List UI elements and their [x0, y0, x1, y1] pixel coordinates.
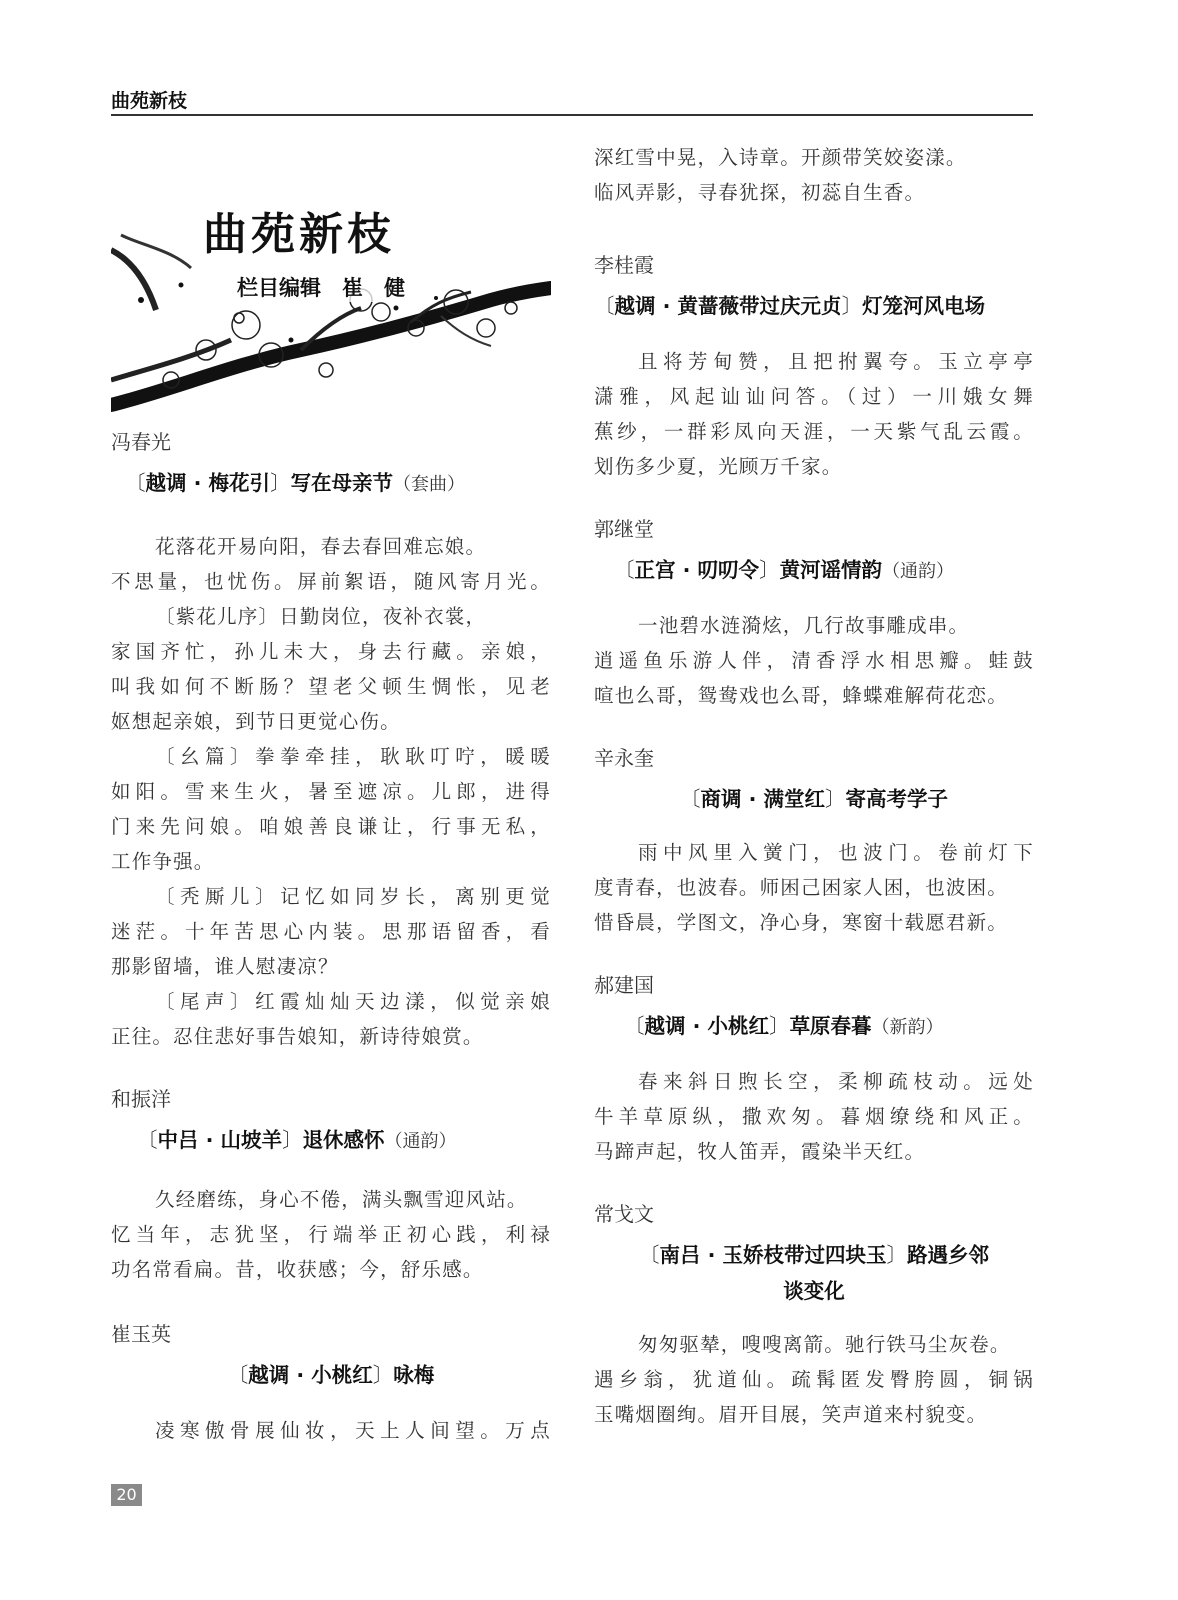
- poem-line: 蕉纱，一群彩凤向天涯，一天紫气乱云霞。: [594, 420, 1034, 443]
- poem-line: 〔尾声〕红霞灿灿天边漾，似觉亲娘: [155, 990, 551, 1013]
- poem-line: 〔幺篇〕拳拳牵挂，耿耿叮咛，暖暖: [155, 745, 551, 768]
- poem-line: 一池碧水涟漪炫，几行故事雕成串。: [638, 614, 970, 637]
- poem-line: 度青春，也波春。师困己困家人困，也波困。: [594, 876, 1009, 899]
- poem-line: 春来斜日煦长空，柔柳疏枝动。远处: [638, 1070, 1034, 1093]
- poem-title: 〔商调 · 满堂红〕寄高考学子: [679, 787, 949, 811]
- poem-section: [594, 248, 1034, 484]
- poem-author: 崔玉英: [111, 1322, 171, 1346]
- poem-author: 冯春光: [111, 430, 171, 454]
- poem-line: 花落花开易向阳，春去春回难忘娘。: [155, 535, 487, 558]
- poem-section: [111, 1082, 551, 1287]
- banner-editor: 栏目编辑 崔 健: [233, 272, 409, 302]
- running-header-title: 曲苑新枝: [111, 90, 188, 112]
- poem-line: 凌寒傲骨展仙妆，天上人间望。万点: [155, 1419, 551, 1442]
- poem-line: 惜昏晨，学图文，净心身，寒窗十载愿君新。: [594, 911, 1009, 934]
- poem-line: 家国齐忙，孙儿未大，身去行藏。亲娘，: [111, 640, 551, 663]
- poem-line: 且将芳甸赞，且把拊翼夸。玉立亭亭: [638, 350, 1034, 373]
- poem-title: 〔正宫 · 叨叨令〕黄河谣情韵（通韵）: [614, 558, 955, 582]
- poem-line: 深红雪中晃，入诗章。开颜带笑姣姿漾。: [594, 146, 967, 169]
- poem-line: 临风弄影，寻春犹探，初蕊自生香。: [594, 181, 926, 204]
- poem-line: 喧也么哥，鸳鸯戏也么哥，蜂蝶难解荷花恋。: [594, 684, 1009, 707]
- poem-section: [111, 425, 551, 1054]
- continued-poem-body: [594, 140, 1034, 210]
- poem-section: [111, 1317, 551, 1448]
- poem-body: [594, 1327, 1034, 1432]
- poem-line: 工作争强。: [111, 850, 215, 873]
- poem-title: 〔越调 · 梅花引〕写在母亲节（套曲）: [125, 471, 466, 495]
- poem-line: 门来先问娘。咱娘善良谦让，行事无私，: [111, 815, 551, 838]
- poem-line: 〔秃厮儿〕记忆如同岁长，离别更觉: [155, 885, 551, 908]
- column-banner: [111, 190, 551, 415]
- running-header: [111, 84, 1033, 116]
- poem-line: 潇雅，风起讪讪问答。（过）一川娥女舞: [594, 385, 1034, 408]
- poem-body: [594, 835, 1034, 940]
- poem-author: 辛永奎: [594, 746, 654, 770]
- poem-line: 叫我如何不断肠？望老父顿生惆怅，见老: [111, 675, 551, 698]
- poem-line: 遇乡翁，犹道仙。疏髯匿发臀胯圆，铜锅: [594, 1368, 1034, 1391]
- poem-line: 〔紫花儿序〕日勤岗位，夜补衣裳，: [155, 605, 487, 628]
- poem-line: 不思量，也忧伤。屏前絮语，随风寄月光。: [111, 570, 551, 593]
- poem-author: 李桂霞: [594, 253, 654, 277]
- poem-author: 郝建国: [594, 973, 654, 997]
- poem-line: 正往。忍住悲好事告娘知，新诗待娘赏。: [111, 1025, 484, 1048]
- poem-title: 〔越调 · 黄蔷薇带过庆元贞〕灯笼河风电场: [594, 294, 986, 318]
- poem-line: 逍遥鱼乐游人伴，清香浮水相思瓣。蛙鼓: [594, 649, 1034, 672]
- poem-body: [111, 1413, 551, 1448]
- poem-author: 郭继堂: [594, 517, 654, 541]
- poem-line: 玉嘴烟圈绚。眉开目展，笑声道来村貌变。: [594, 1403, 988, 1426]
- poem-line: 划伤多少夏，光顾万千家。: [594, 455, 843, 478]
- left-column: [111, 425, 551, 1448]
- poem-line: 牛羊草原纵，撒欢匆。暮烟缭绕和风正。: [594, 1105, 1034, 1128]
- poem-section: [594, 741, 1034, 940]
- page-number: 20: [111, 1484, 142, 1506]
- poem-title: 〔越调 · 小桃红〕草原春暮（新韵）: [624, 1014, 944, 1038]
- right-column: [594, 140, 1034, 1432]
- poem-line: 久经磨练，身心不倦，满头飘雪迎风站。: [155, 1188, 528, 1211]
- banner-title: 曲苑新枝: [203, 209, 395, 260]
- poem-line: 匆匆驱辇，嗖嗖离箭。驰行铁马尘灰卷。: [638, 1333, 1011, 1356]
- poem-line: 忆当年，志犹坚，行端举正初心践，利禄: [111, 1223, 551, 1246]
- poem-body: [594, 1064, 1034, 1169]
- poem-section: [594, 968, 1034, 1169]
- poem-section: [594, 512, 1034, 713]
- poem-author: 和振洋: [111, 1087, 171, 1111]
- poem-body: [111, 1182, 551, 1287]
- poem-body: [594, 344, 1034, 484]
- poem-body: [594, 608, 1034, 713]
- poem-title: 〔南吕 · 玉娇枝带过四块玉〕路遇乡邻 谈变化: [638, 1243, 990, 1303]
- poem-line: 马蹄声起，牧人笛弄，霞染半天红。: [594, 1140, 926, 1163]
- poem-title: 〔中吕 · 山坡羊〕退休感怀（通韵）: [137, 1128, 457, 1152]
- poem-line: 如阳。雪来生火，暑至遮凉。儿郎，进得: [111, 780, 551, 803]
- poem-section: [594, 1197, 1034, 1432]
- poem-body: [111, 529, 551, 1054]
- poem-line: 那影留墙，谁人慰凄凉？: [111, 955, 339, 978]
- poem-title: 〔越调 · 小桃红〕咏梅: [227, 1363, 435, 1387]
- poem-line: 妪想起亲娘，到节日更觉心伤。: [111, 710, 401, 733]
- poem-line: 迷茫。十年苦思心内装。思那语留香，看: [111, 920, 551, 943]
- poem-line: 雨中风里入黉门，也波门。卷前灯下: [638, 841, 1034, 864]
- poem-line: 功名常看扁。昔，收获感；今，舒乐感。: [111, 1258, 484, 1281]
- poem-author: 常戈文: [594, 1202, 654, 1226]
